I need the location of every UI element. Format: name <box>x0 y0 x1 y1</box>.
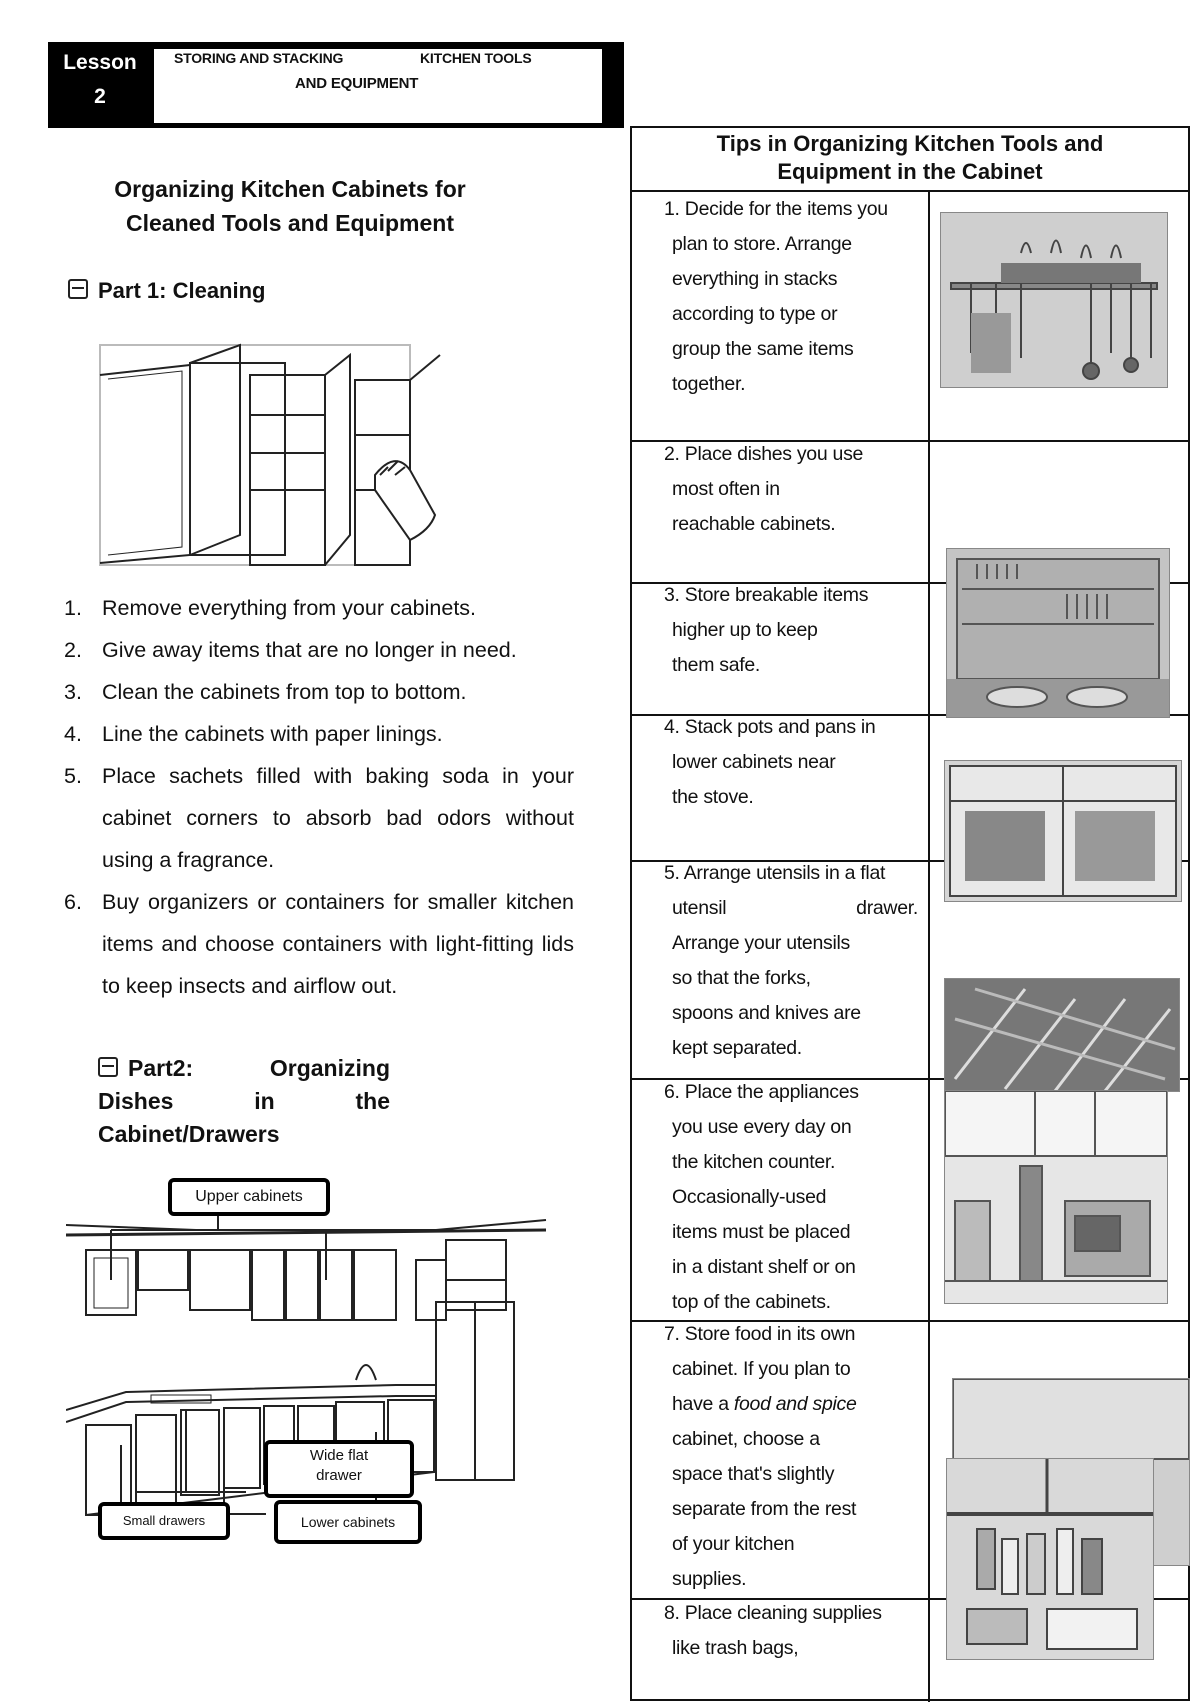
list-item <box>64 713 574 755</box>
tip-line: supplies. <box>672 1568 747 1590</box>
tip-item-7 <box>664 1317 918 1597</box>
tip-line: plan to store. Arrange <box>672 233 852 255</box>
tip-line: spoons and knives are <box>672 1002 861 1024</box>
tip-line: them safe. <box>672 654 761 676</box>
step-number: 4. <box>64 722 82 746</box>
tip-line: higher up to keep <box>672 619 818 641</box>
step-number: 3. <box>64 680 82 704</box>
tip-line: most often in <box>672 478 780 500</box>
tips-title-line2: Equipment in the Cabinet <box>777 159 1043 184</box>
tip-line: top of the cabinets. <box>672 1291 831 1313</box>
utensil-rack-photo <box>940 212 1168 388</box>
tips-title-line1: Tips in Organizing Kitchen Tools and <box>716 131 1104 156</box>
appliances-counter-photo <box>944 1090 1168 1304</box>
tip-line: you use every day on <box>672 1116 852 1138</box>
tips-table-title <box>632 128 1188 192</box>
lower-cabinets-label: Lower cabinets <box>274 1500 422 1544</box>
lesson-number: 2 <box>94 85 106 108</box>
step-number: 2. <box>64 638 82 662</box>
part2-heading <box>98 1052 390 1151</box>
step-text: Remove everything from your cabinets. <box>102 596 477 620</box>
tip-line: so that the forks, <box>672 967 811 989</box>
cabinet-cleaning-illustration <box>90 335 450 575</box>
tip-line: 8. Place cleaning supplies <box>664 1602 882 1624</box>
tip-line: cabinet, choose a <box>672 1428 820 1450</box>
lesson-title-part2: KITCHEN TOOLS <box>420 50 532 66</box>
tip-item-6 <box>664 1075 918 1320</box>
tip-line: in a distant shelf or on <box>672 1256 856 1278</box>
step-text: Place sachets filled with baking soda in your cabinet corners to absorb bad odors without using a fragrance. <box>102 764 574 872</box>
tip-line: Occasionally-used <box>672 1186 827 1208</box>
tip-line: utensil drawer. <box>672 897 918 919</box>
tip-item-5 <box>664 856 918 1066</box>
lesson-label <box>48 46 152 122</box>
wide-label-line1: Wide flat <box>309 1447 369 1464</box>
tip-line: 4. Stack pots and pans in <box>664 716 876 738</box>
page-title <box>80 172 500 240</box>
lesson-title-part3: AND EQUIPMENT <box>295 75 419 92</box>
tip-line: reachable cabinets. <box>672 513 836 535</box>
cabinet-icon <box>98 1057 118 1077</box>
tip-line: 5. Arrange utensils in a flat <box>664 862 886 884</box>
tip-line: kept separated. <box>672 1037 802 1059</box>
tip-line: 1. Decide for the items you <box>664 198 888 220</box>
lesson-title-part1: STORING AND STACKING <box>174 50 344 66</box>
list-item <box>64 587 574 629</box>
tip-line: everything in stacks <box>672 268 838 290</box>
tip-item-2 <box>664 437 918 542</box>
page-title-line1: Organizing Kitchen Cabinets for <box>114 176 466 202</box>
list-item <box>64 881 574 1007</box>
step-text: Clean the cabinets from top to bottom. <box>102 680 467 704</box>
dish-rack-cabinet-photo <box>946 548 1170 718</box>
pots-pans-cabinet-photo <box>944 760 1182 902</box>
part2-title-line2: Dishes in the <box>98 1088 390 1114</box>
tip-line: 2. Place dishes you use <box>664 443 864 465</box>
step-text: Line the cabinets with paper linings. <box>102 722 443 746</box>
step-text: Give away items that are no longer in need. <box>102 638 517 662</box>
step-number: 1. <box>64 596 82 620</box>
upper-cabinets-label: Upper cabinets <box>168 1178 330 1216</box>
step-text: Buy organizers or containers for smaller kitchen items and choose containers with light-fitting lids to keep insects and airflow out. <box>102 890 574 998</box>
tip-line: Arrange your utensils <box>672 932 850 954</box>
tip-line: like trash bags, <box>672 1637 799 1659</box>
part1-heading <box>68 278 265 304</box>
step-number: 5. <box>64 764 82 788</box>
part2-title-line3: Cabinet/Drawers <box>98 1121 280 1147</box>
tip-line: 3. Store breakable items <box>664 584 869 606</box>
wide-flat-drawer-label <box>264 1440 414 1498</box>
utensil-drawer-photo <box>944 978 1180 1092</box>
tip-line: cabinet. If you plan to <box>672 1358 851 1380</box>
list-item <box>64 755 574 881</box>
tip-line: of your kitchen <box>672 1533 795 1555</box>
cabinet-icon <box>68 279 88 299</box>
list-item <box>64 629 574 671</box>
tip-item-3 <box>664 578 918 683</box>
cleaning-steps-list <box>64 587 574 1007</box>
list-item <box>64 671 574 713</box>
table-column-divider <box>928 192 930 1702</box>
tip-line: have a food and spice <box>672 1393 857 1415</box>
tip-line: space that's slightly <box>672 1463 835 1485</box>
tip-line: together. <box>672 373 746 395</box>
tip-line: the kitchen counter. <box>672 1151 836 1173</box>
tip-line: 7. Store food in its own <box>664 1323 856 1345</box>
part2-title-line1: Part2: Organizing <box>128 1055 390 1081</box>
tip-line: lower cabinets near <box>672 751 836 773</box>
cleaning-supplies-cabinet-photo <box>946 1458 1154 1660</box>
part1-title: Part 1: Cleaning <box>98 278 266 303</box>
small-drawers-label: Small drawers <box>98 1502 230 1540</box>
tip-emphasis: food and spice <box>733 1393 857 1415</box>
wide-label-line2: drawer <box>316 1467 362 1484</box>
page-title-line2: Cleaned Tools and Equipment <box>126 210 454 236</box>
tip-line: group the same items <box>672 338 854 360</box>
tip-item-4 <box>664 710 918 815</box>
tip-line: separate from the rest <box>672 1498 857 1520</box>
tip-line: according to type or <box>672 303 838 325</box>
tip-line: the stove. <box>672 786 754 808</box>
step-number: 6. <box>64 890 82 914</box>
tip-item-1 <box>664 192 918 402</box>
tip-item-8 <box>664 1596 918 1666</box>
tip-line: items must be placed <box>672 1221 851 1243</box>
lesson-word: Lesson <box>63 51 137 74</box>
tip-line: 6. Place the appliances <box>664 1081 859 1103</box>
